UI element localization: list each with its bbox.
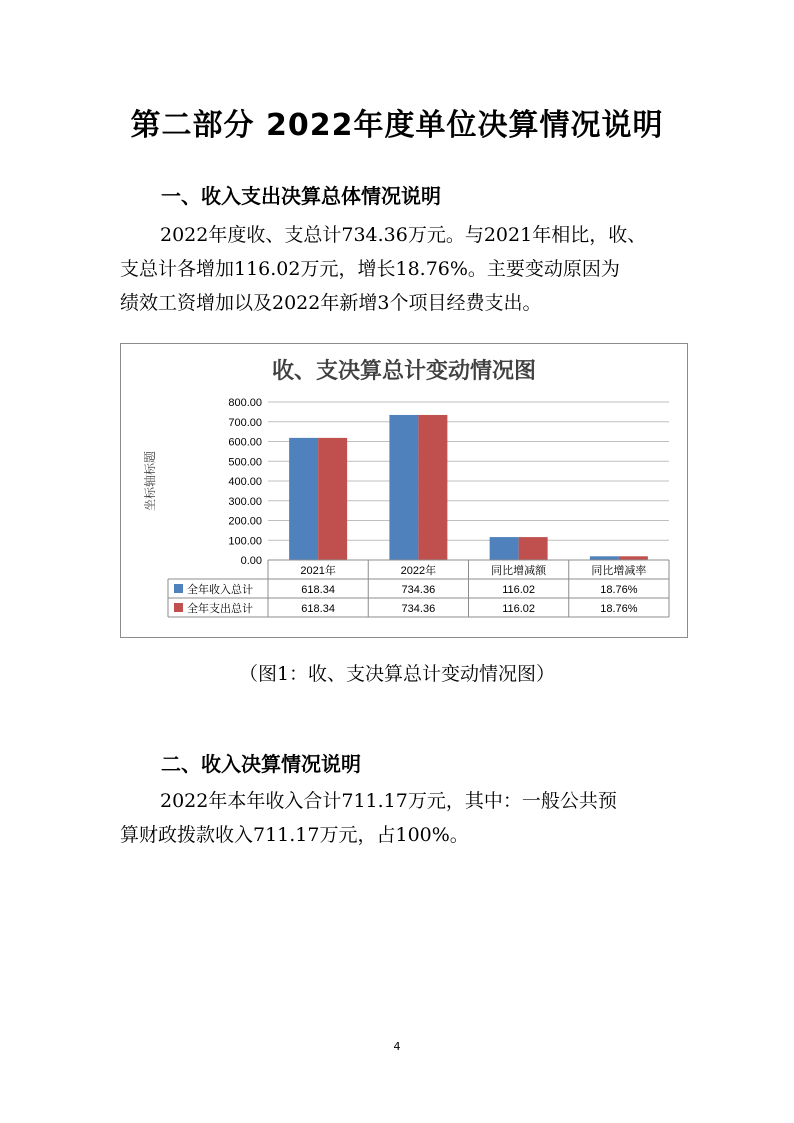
bar-expense (318, 438, 347, 560)
legend-label: 全年支出总计 (187, 603, 253, 615)
bar-income (389, 415, 418, 560)
y-tick-label: 500.00 (228, 456, 262, 469)
section-heading-2: 二、收入决算情况说明 (161, 752, 361, 776)
data-label: 734.36 (401, 603, 436, 615)
paragraph-line: 绩效工资增加以及2022年新增3个项目经费支出。 (120, 292, 542, 314)
legend-swatch (174, 603, 183, 612)
chart-svg (121, 344, 687, 637)
bar-income (289, 438, 318, 560)
chart-title: 收、支决算总计变动情况图 (271, 358, 537, 383)
page-number: 4 (393, 1040, 401, 1053)
section-heading-1: 一、收入支出决算总体情况说明 (161, 184, 441, 208)
y-tick-label: 400.00 (228, 476, 262, 488)
data-label: 18.76% (600, 584, 638, 596)
legend-label: 全年收入总计 (187, 584, 253, 596)
y-tick-label: 700.00 (228, 416, 262, 429)
y-tick-label: 100.00 (228, 535, 262, 548)
page-title: 第二部分 2022年度单位决算情况说明 (130, 108, 664, 143)
bar-expense (519, 537, 548, 560)
y-tick-label: 200.00 (228, 515, 262, 528)
paragraph-line: 2022年度收、支总计734.36万元。与2021年相比，收、 (160, 224, 647, 246)
bar-income (590, 556, 619, 560)
x-tick-label: 同比增减率 (591, 565, 647, 577)
data-label: 618.34 (301, 603, 335, 615)
paragraph-line: 算财政拨款收入711.17万元，占100%。 (120, 824, 469, 846)
chart-caption: （图1：收、支决算总计变动情况图） (238, 663, 556, 685)
y-tick-label: 600.00 (228, 436, 262, 449)
y-tick-label: 300.00 (228, 495, 262, 508)
bar-expense (619, 556, 648, 560)
x-tick-label: 同比增减额 (491, 565, 547, 577)
data-label: 116.02 (502, 603, 536, 615)
legend-swatch (174, 584, 183, 593)
section-paragraph-1 (120, 218, 680, 320)
bar-expense (418, 415, 447, 560)
budget-chart (120, 343, 688, 638)
section-paragraph-2 (120, 784, 680, 852)
paragraph-line: 支总计各增加116.02万元，增长18.76%。主要变动原因为 (120, 258, 620, 280)
y-tick-label: 800.00 (228, 397, 262, 409)
data-label: 734.36 (401, 584, 436, 596)
x-tick-label: 2021年 (300, 565, 336, 577)
data-label: 18.76% (600, 603, 638, 615)
y-tick-label: 0.00 (240, 555, 262, 567)
bar-income (490, 537, 519, 560)
data-label: 116.02 (502, 584, 536, 596)
paragraph-line: 2022年本年收入合计711.17万元，其中：一般公共预 (160, 790, 617, 812)
y-axis-title: 坐标轴标题 (143, 450, 157, 512)
data-label: 618.34 (301, 584, 335, 596)
x-tick-label: 2022年 (400, 565, 437, 577)
